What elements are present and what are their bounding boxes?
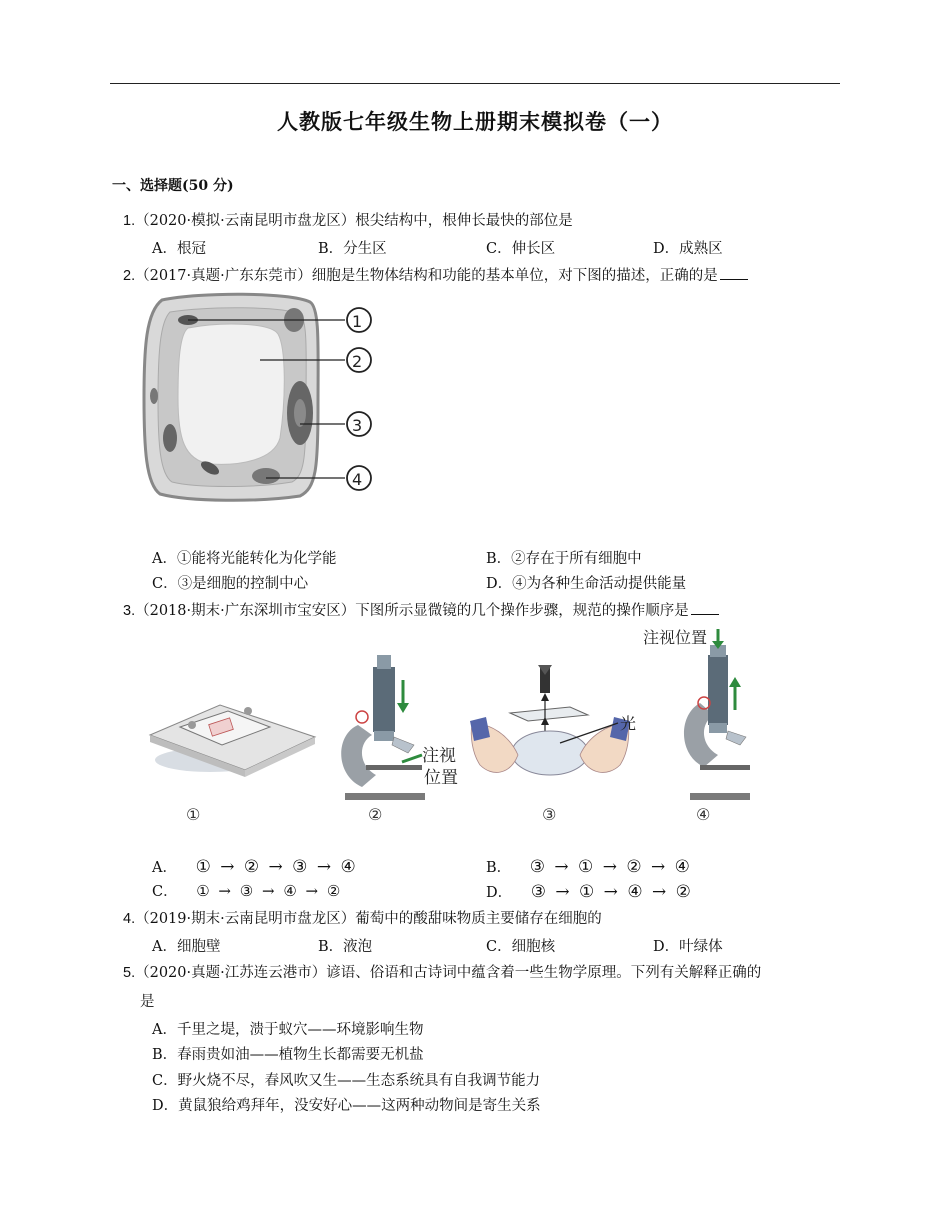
page-title: 人教版七年级生物上册期末模拟卷（一）	[277, 109, 673, 134]
cell-label-2: 2	[352, 352, 363, 371]
step-4-illustration	[684, 629, 750, 800]
option-a[interactable]: A．千里之堤，溃于蚁穴——环境影响生物	[152, 1022, 424, 1038]
fig-label-2: ②	[368, 805, 383, 824]
answer-blank[interactable]	[720, 267, 748, 280]
cell-label-3: 3	[352, 416, 363, 435]
question-text: （2018·期末·广东深圳市宝安区）下图所示显微镜的几个操作步骤，规范的操作顺序是	[135, 603, 689, 619]
question-text: （2017·真题·广东东莞市）细胞是生物体结构和功能的基本单位，对下图的描述，正确的是	[135, 268, 718, 284]
option-c[interactable]: C．③是细胞的控制中心	[152, 576, 309, 592]
question-number: 4.	[123, 911, 136, 927]
step-1-illustration	[150, 705, 315, 777]
option-letter: C．	[152, 884, 178, 900]
section-heading: 一、选择题(50 分)	[112, 178, 234, 194]
option-a[interactable]: A．根冠	[152, 241, 206, 257]
option-letter: D．	[486, 885, 513, 901]
fig-label-1: ①	[186, 805, 201, 824]
option-sequence: ③ → ① → ④ → ②	[530, 882, 693, 902]
question-5	[123, 961, 761, 982]
option-sequence: ① → ② → ③ → ④	[195, 857, 358, 877]
question-1	[123, 209, 573, 230]
option-b[interactable]	[486, 856, 692, 877]
cell-label-4: 4	[352, 470, 363, 489]
question-text: （2020·模拟·云南昆明市盘龙区）根尖结构中，根伸长最快的部位是	[135, 213, 573, 229]
option-a[interactable]	[152, 856, 358, 877]
option-b[interactable]: B．②存在于所有细胞中	[486, 551, 642, 567]
microscope-steps-figure	[140, 625, 780, 830]
position-text: 位置	[424, 768, 458, 788]
answer-blank[interactable]	[691, 602, 719, 615]
step-3-illustration	[470, 665, 630, 775]
question-text-continued: 是	[140, 994, 155, 1010]
watch-position-text: 注视位置	[643, 628, 708, 647]
option-sequence: ③ → ① → ② → ④	[529, 857, 692, 877]
step-2-illustration	[341, 655, 425, 800]
option-a[interactable]: A．①能将光能转化为化学能	[152, 551, 337, 567]
option-c[interactable]	[152, 880, 342, 901]
option-letter: A．	[152, 860, 177, 876]
option-letter: B．	[486, 860, 512, 876]
option-a[interactable]: A．细胞壁	[152, 939, 221, 955]
plant-cell-diagram	[140, 288, 380, 508]
option-sequence: ① → ③ → ④ → ②	[196, 882, 343, 900]
option-d[interactable]: D．④为各种生命活动提供能量	[486, 576, 687, 592]
option-d[interactable]: D．黄鼠狼给鸡拜年，没安好心——这两种动物间是寄生关系	[152, 1098, 541, 1114]
option-c[interactable]: C．细胞核	[486, 939, 556, 955]
light-text: 光	[620, 714, 637, 733]
option-d[interactable]	[486, 881, 693, 902]
question-text: （2020·真题·江苏连云港市）谚语、俗语和古诗词中蕴含着一些生物学原理。下列有关解释正确的	[135, 965, 762, 981]
option-d[interactable]: D．叶绿体	[653, 939, 723, 955]
header-rule	[110, 83, 840, 84]
question-number: 2.	[123, 268, 136, 284]
watch-text: 注视	[422, 746, 456, 766]
option-c[interactable]: C．伸长区	[486, 241, 556, 257]
question-number: 1.	[123, 213, 136, 229]
question-number: 3.	[123, 603, 136, 619]
option-d[interactable]: D．成熟区	[653, 241, 723, 257]
fig-label-4: ④	[696, 805, 711, 824]
option-b[interactable]: B．分生区	[318, 241, 387, 257]
option-b[interactable]: B．液泡	[318, 939, 373, 955]
option-b[interactable]: B．春雨贵如油——植物生长都需要无机盐	[152, 1047, 424, 1063]
question-number: 5.	[123, 965, 136, 981]
question-3	[123, 599, 719, 620]
cell-label-1: 1	[352, 312, 363, 331]
question-2	[123, 264, 748, 285]
question-text: （2019·期末·云南昆明市盘龙区）葡萄中的酸甜味物质主要储存在细胞的	[135, 911, 602, 927]
fig-label-3: ③	[542, 805, 557, 824]
option-c[interactable]: C．野火烧不尽，春风吹又生——生态系统具有自我调节能力	[152, 1073, 541, 1089]
question-4	[123, 907, 602, 928]
